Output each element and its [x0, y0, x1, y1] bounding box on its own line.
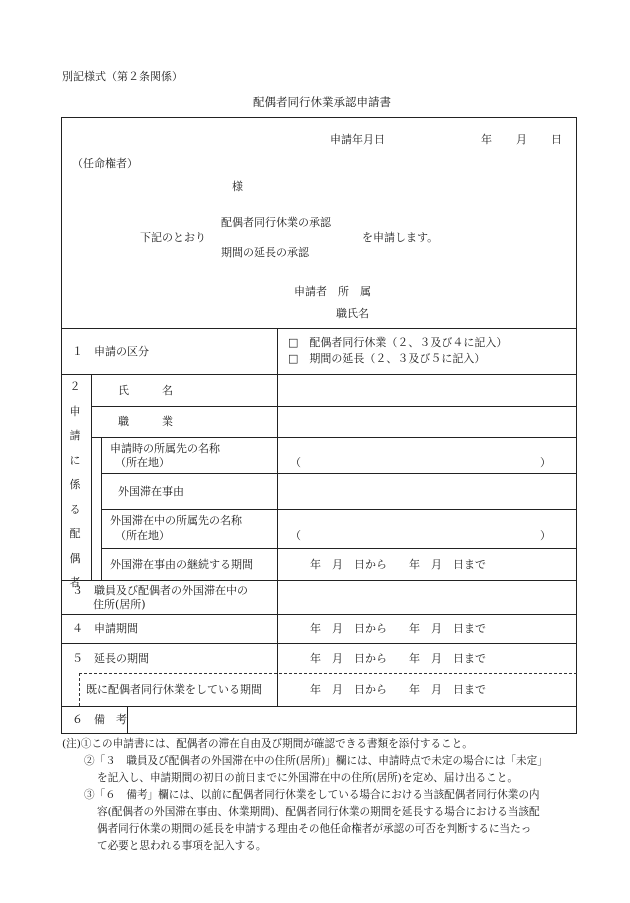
- row3-label: ３ 職員及び配偶者の外国滞在中の: [72, 584, 248, 597]
- form-title: 配偶者同行休業承認申請書: [253, 95, 391, 109]
- honorific: 様: [232, 180, 243, 193]
- job-name-label: 職氏名: [336, 307, 369, 320]
- col-divider: [277, 328, 278, 706]
- note-3-line2: 容(配偶者の外国滞在事由、休業期間)、配偶者同行休業の期間を延長する場合における当該配: [97, 806, 540, 818]
- row5-period: 年 月 日から 年 月 日まで: [310, 652, 486, 665]
- appointer-label: （任命権者）: [72, 157, 138, 170]
- date-year: 年: [481, 133, 492, 146]
- rule-row5b-dashed: [79, 673, 577, 674]
- foreign-employer-label: 外国滞在中の所属先の名称: [110, 514, 242, 527]
- date-label: 申請年月日: [330, 133, 385, 146]
- continue-period-label: 外国滞在事由の継続する期間: [110, 558, 253, 571]
- row4-label: ４ 申請期間: [72, 622, 138, 635]
- note-2-line2: を記入し、申請期間の初日の前日までに外国滞在中の住所(居所)を定め、届け出ること。: [97, 772, 518, 784]
- foreign-employer-close-paren: ）: [540, 529, 551, 542]
- foreign-employer-address-label: （所在地）: [115, 529, 170, 542]
- rule-row4-top: [61, 614, 577, 615]
- intro-text: 下記のとおり: [140, 231, 206, 244]
- row4-period: 年 月 日から 年 月 日まで: [310, 622, 486, 635]
- employer-address-label: （所在地）: [115, 456, 170, 469]
- request-suffix: を申請します。: [362, 231, 439, 244]
- row1-check-leave[interactable]: □ 配偶者同行休業（２、３及び４に記入）: [288, 336, 508, 349]
- option-extension: 期間の延長の承認: [221, 246, 309, 259]
- row5b-period: 年 月 日から 年 月 日まで: [310, 683, 486, 696]
- note-3-line3: 偶者同行休業の期間の延長を申請する理由その他任命権者が承認の可否を判断するに当たっ: [97, 823, 532, 835]
- rule-foreign-employer: [101, 509, 577, 510]
- row6-label: ６ 備 考: [72, 713, 127, 726]
- date-day: 日: [551, 133, 562, 146]
- note-1: (注)①この申請書には、配偶者の滞在自由及び期間が確認できる書類を添付すること。: [62, 738, 473, 750]
- row5b-dashed-left: [79, 673, 80, 706]
- foreign-employer-open-paren: （: [290, 529, 301, 542]
- rule-row6-top: [61, 706, 577, 707]
- row5-label: ５ 延長の期間: [72, 652, 149, 665]
- date-month: 月: [516, 133, 527, 146]
- employer-close-paren: ）: [540, 456, 551, 469]
- rule-reason: [101, 473, 577, 474]
- rule-row1-top: [61, 328, 577, 329]
- form-label: 別記様式（第２条関係）: [62, 70, 183, 83]
- row2-vertical-label: ２ 申 請 に 係 る 配 偶 者: [69, 380, 81, 589]
- applicant-label: 申請者 所 属: [294, 285, 371, 298]
- row5b-label: 既に配偶者同行休業をしている期間: [86, 683, 262, 696]
- employer-label: 申請時の所属先の名称: [110, 442, 220, 455]
- rule-occupation: [91, 406, 577, 407]
- row2-inner-divider: [91, 374, 92, 580]
- row2-sub-divider: [101, 437, 102, 580]
- rule-row2-top: [61, 374, 577, 375]
- row6-divider: [127, 706, 128, 734]
- option-approval: 配偶者同行休業の承認: [221, 216, 331, 229]
- rule-employer: [91, 437, 577, 438]
- rule-continue: [101, 548, 577, 549]
- note-3-line4: て必要と思われる事項を記入する。: [97, 840, 267, 852]
- note-3-line1: ③「６ 備考」欄には、以前に配偶者同行休業をしている場合における当該配偶者同行休業の内: [84, 789, 540, 801]
- employer-open-paren: （: [290, 456, 301, 469]
- name-label: 氏 名: [118, 384, 173, 397]
- occupation-label: 職 業: [118, 415, 173, 428]
- row3-label-sub: 住所(居所): [93, 598, 146, 611]
- reason-label: 外国滞在事由: [118, 485, 184, 498]
- continue-period-value: 年 月 日から 年 月 日まで: [310, 558, 486, 571]
- row1-check-extension[interactable]: □ 期間の延長（２、３及び５に記入）: [288, 352, 486, 365]
- note-2-line1: ②「３ 職員及び配偶者の外国滞在中の住所(居所)」欄には、申請時点で未定の場合には「未定」: [84, 755, 548, 767]
- rule-row5-top: [61, 643, 577, 644]
- rule-row3-top: [61, 580, 577, 581]
- row1-label: １ 申請の区分: [72, 345, 149, 358]
